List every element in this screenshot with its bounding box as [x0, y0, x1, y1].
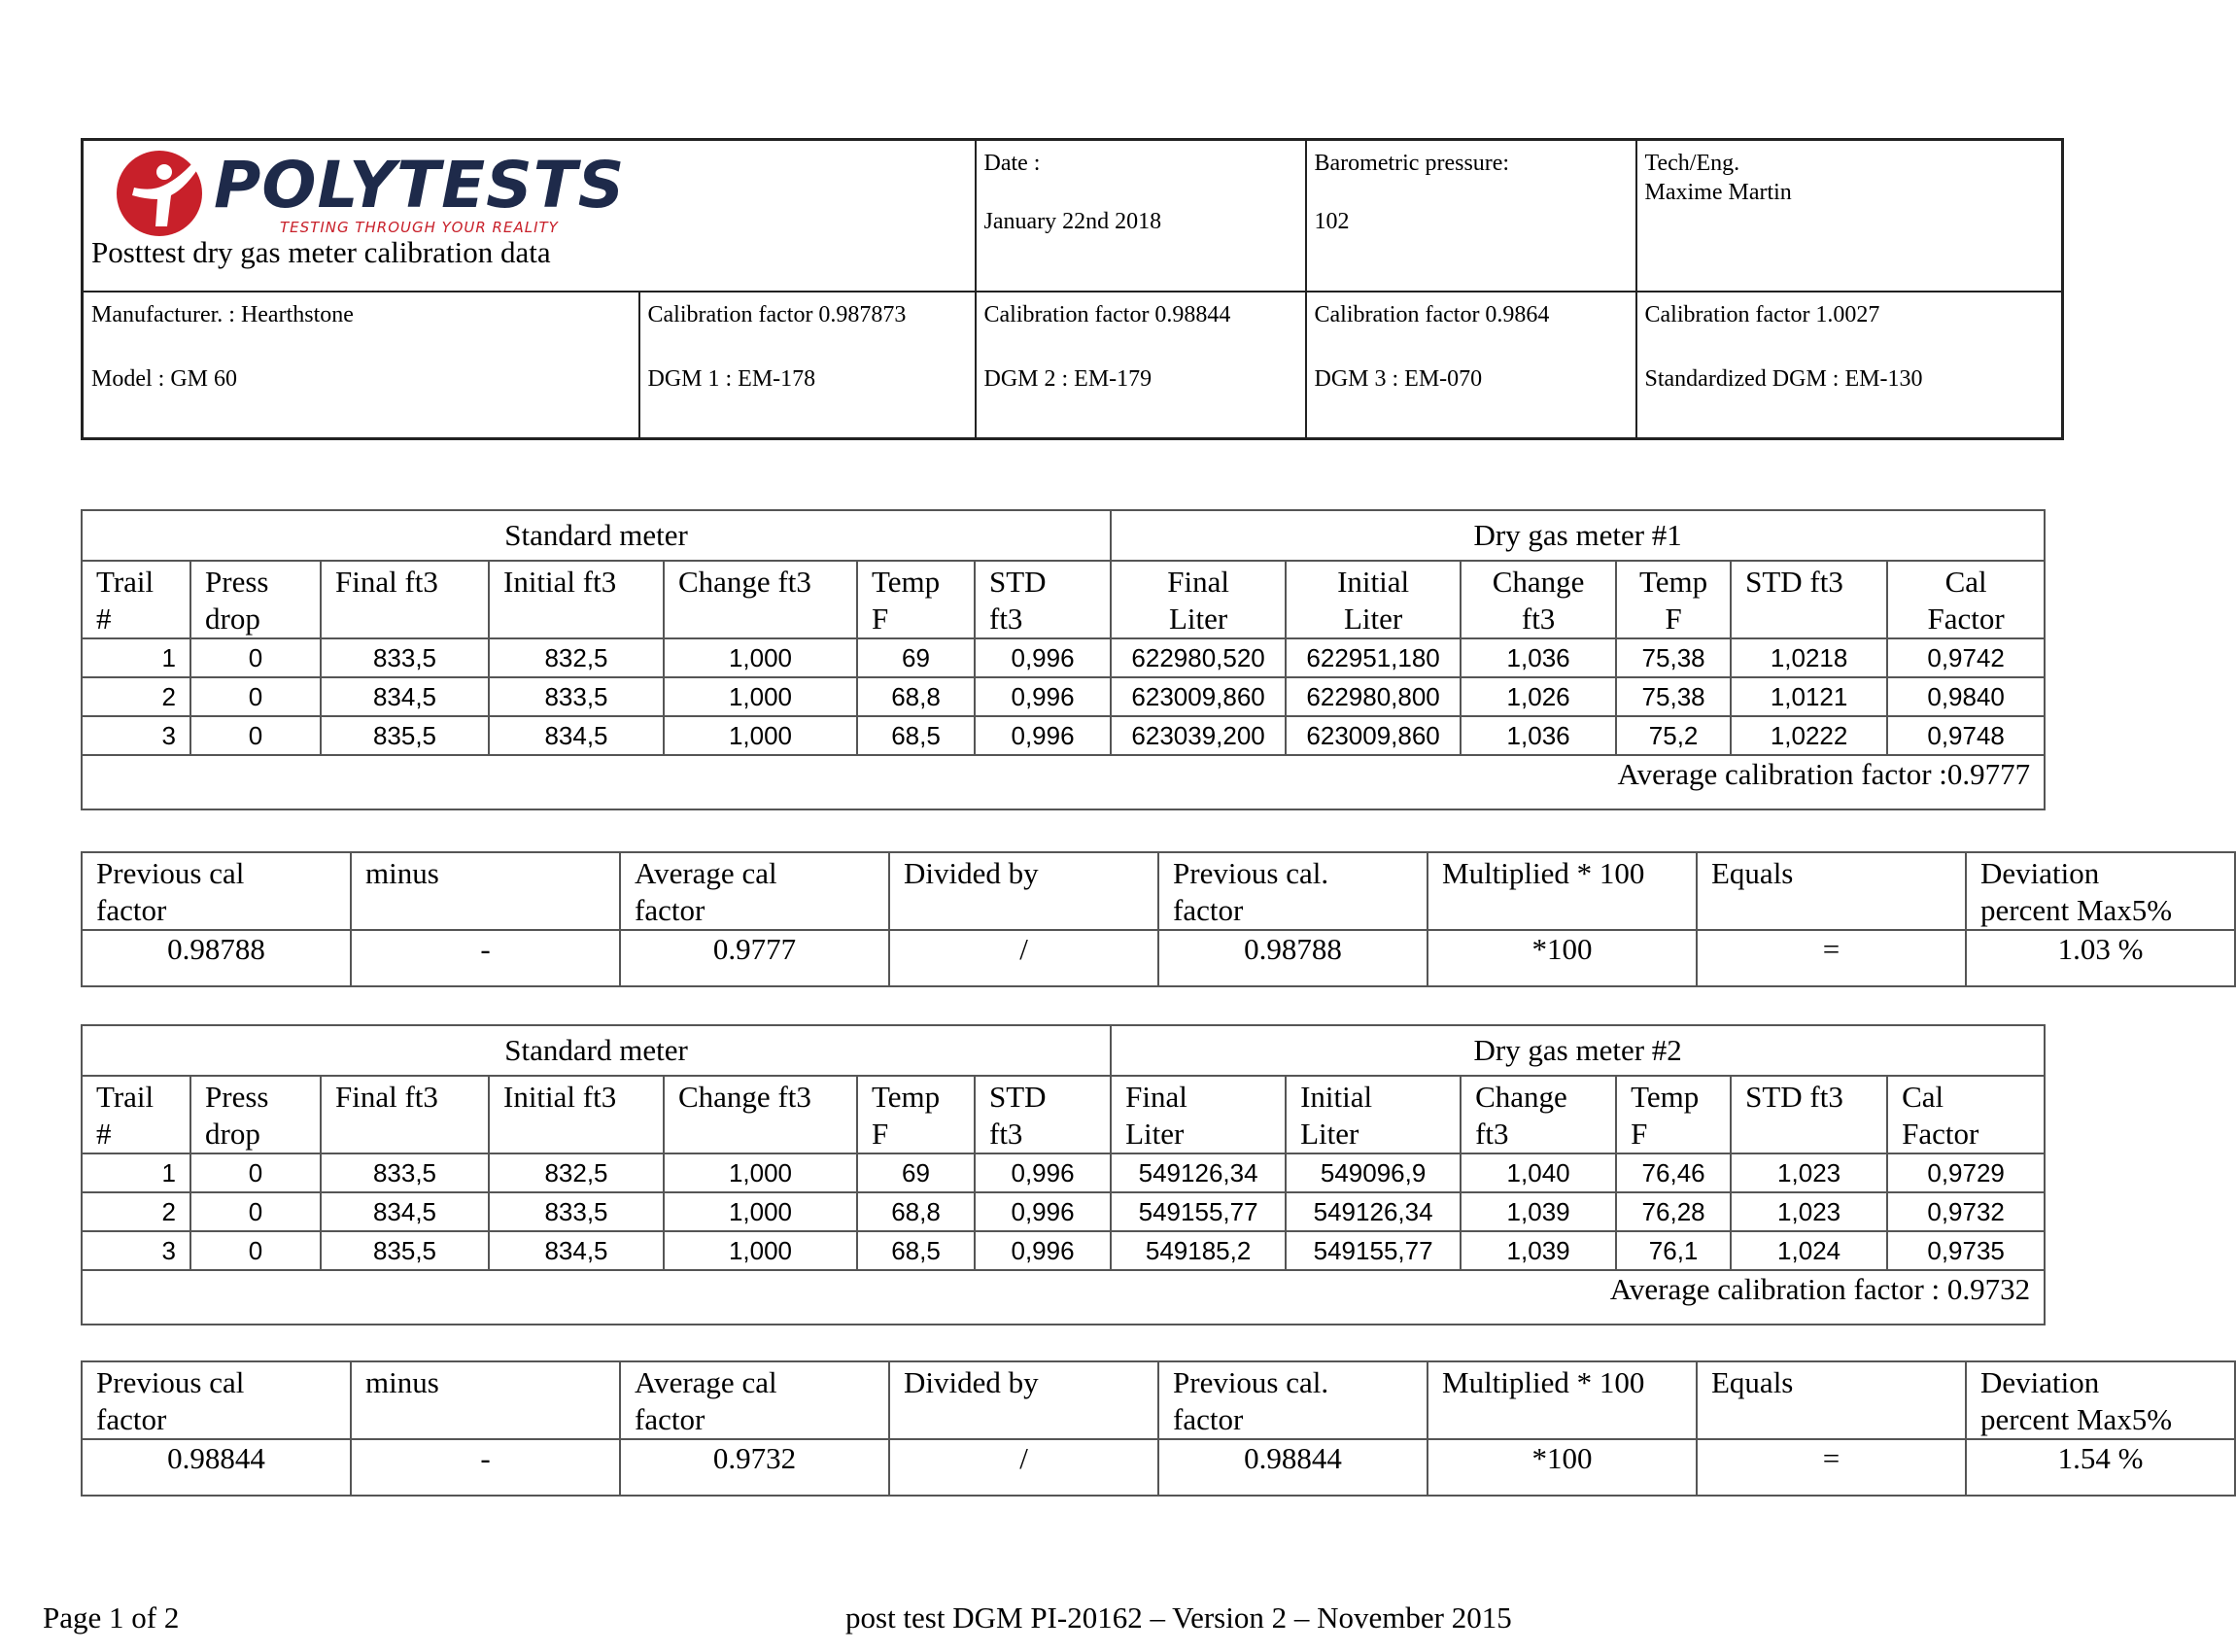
- column-header: Change ft3: [664, 561, 857, 638]
- table-cell: 622980,800: [1286, 677, 1461, 716]
- document-reference: post test DGM PI-20162 – Version 2 – November 2015: [845, 1600, 1512, 1635]
- table-cell: 1: [82, 1153, 190, 1192]
- table-cell: 0: [190, 1231, 321, 1270]
- deviation-value-row: [82, 1439, 2235, 1496]
- barometric-label: Barometric pressure:: [1314, 151, 1510, 176]
- average-calibration-factor: Average calibration factor : 0.9732: [82, 1270, 2045, 1325]
- deviation-label: Multiplied * 100: [1428, 1361, 1697, 1439]
- deviation-label: Multiplied * 100: [1428, 852, 1697, 930]
- deviation-value: -: [351, 1439, 620, 1496]
- table-row: [82, 716, 2045, 755]
- table-cell: 622951,180: [1286, 638, 1461, 677]
- column-header-row: [82, 1076, 2045, 1153]
- table-cell: 0,9735: [1887, 1231, 2045, 1270]
- table-cell: 1,023: [1731, 1153, 1887, 1192]
- table-cell: 834,5: [489, 1231, 664, 1270]
- page-number: Page 1 of 2: [43, 1600, 180, 1635]
- column-header: Final ft3: [321, 1076, 489, 1153]
- table-cell: 2: [82, 677, 190, 716]
- table-cell: 68,5: [857, 716, 975, 755]
- standard-dgm-cell: [1636, 292, 2063, 439]
- deviation-label: Divided by: [889, 852, 1158, 930]
- barometric-cell: [1306, 140, 1636, 292]
- deviation-label: Equals: [1697, 1361, 1966, 1439]
- column-header: Trail #: [82, 561, 190, 638]
- table-cell: 69: [857, 638, 975, 677]
- table-row: [82, 638, 2045, 677]
- table-cell: 1,023: [1731, 1192, 1887, 1231]
- deviation-label: Previous cal. factor: [1158, 852, 1428, 930]
- table-cell: 1,036: [1461, 716, 1616, 755]
- column-header: Trail #: [82, 1076, 190, 1153]
- standard-dgm-id: Standardized DGM : EM-130: [1644, 365, 1923, 392]
- logo-cell: [83, 140, 976, 292]
- deviation-value: /: [889, 1439, 1158, 1496]
- column-header: STD ft3: [975, 1076, 1111, 1153]
- tech-label: Tech/Eng.: [1644, 151, 1740, 176]
- table-cell: 1,039: [1461, 1192, 1616, 1231]
- table-cell: 0,9742: [1887, 638, 2045, 677]
- dgm2-calibration: Calibration factor 0.98844: [983, 301, 1231, 327]
- table-cell: 3: [82, 716, 190, 755]
- dgm1-calibration: Calibration factor 0.987873: [647, 301, 907, 327]
- deviation-value: *100: [1428, 1439, 1697, 1496]
- deviation-value-row: [82, 930, 2235, 986]
- table-cell: 0,996: [975, 1231, 1111, 1270]
- table-cell: 549096,9: [1286, 1153, 1461, 1192]
- manufacturer-text: Manufacturer. : Hearthstone: [91, 301, 354, 327]
- deviation-label: Divided by: [889, 1361, 1158, 1439]
- logo-tagline: TESTING THROUGH YOUR REALITY: [280, 219, 559, 236]
- table-cell: 1,000: [664, 677, 857, 716]
- company-logo: [115, 148, 626, 238]
- deviation-value: *100: [1428, 930, 1697, 986]
- table-row: [82, 1231, 2045, 1270]
- table-cell: 0,9840: [1887, 677, 2045, 716]
- deviation-value: =: [1697, 1439, 1966, 1496]
- calibration-table-dgm2: [81, 1024, 2046, 1325]
- deviation-value: 1.03 %: [1966, 930, 2235, 986]
- table-cell: 2: [82, 1192, 190, 1231]
- deviation-label: minus: [351, 1361, 620, 1439]
- column-header: Final Liter: [1111, 561, 1286, 638]
- deviation-value: =: [1697, 930, 1966, 986]
- column-header: Cal Factor: [1887, 561, 2045, 638]
- column-header: Initial Liter: [1286, 1076, 1461, 1153]
- table-cell: 1,039: [1461, 1231, 1616, 1270]
- table-cell: 3: [82, 1231, 190, 1270]
- date-value: January 22nd 2018: [983, 209, 1162, 234]
- table-cell: 75,2: [1616, 716, 1731, 755]
- tech-cell: [1636, 140, 2063, 292]
- date-cell: [976, 140, 1306, 292]
- table-cell: 835,5: [321, 1231, 489, 1270]
- column-header: Change ft3: [1461, 1076, 1616, 1153]
- deviation-table-dgm1: [81, 851, 2236, 987]
- deviation-label: Average cal factor: [620, 852, 889, 930]
- table-cell: 76,1: [1616, 1231, 1731, 1270]
- table-cell: 1,0218: [1731, 638, 1887, 677]
- table-cell: 549155,77: [1111, 1192, 1286, 1231]
- column-header: Initial Liter: [1286, 561, 1461, 638]
- table-cell: 1,0222: [1731, 716, 1887, 755]
- deviation-value: 0.98844: [1158, 1439, 1428, 1496]
- deviation-label-row: [82, 852, 2235, 930]
- table-row: [82, 1153, 2045, 1192]
- table-cell: 833,5: [489, 677, 664, 716]
- column-header: Press drop: [190, 1076, 321, 1153]
- table-cell: 833,5: [489, 1192, 664, 1231]
- table-cell: 549126,34: [1111, 1153, 1286, 1192]
- column-header: Cal Factor: [1887, 1076, 2045, 1153]
- table-cell: 68,8: [857, 677, 975, 716]
- table-cell: 549185,2: [1111, 1231, 1286, 1270]
- table-cell: 549155,77: [1286, 1231, 1461, 1270]
- table-cell: 0: [190, 1192, 321, 1231]
- table-cell: 0: [190, 1153, 321, 1192]
- column-header: Temp F: [857, 1076, 975, 1153]
- column-header: Change ft3: [1461, 561, 1616, 638]
- table-cell: 68,5: [857, 1231, 975, 1270]
- dgm2-cell: [976, 292, 1306, 439]
- average-calibration-factor: Average calibration factor :0.9777: [82, 755, 2045, 809]
- table-cell: 1,000: [664, 716, 857, 755]
- deviation-label: minus: [351, 852, 620, 930]
- table-cell: 832,5: [489, 1153, 664, 1192]
- column-header: STD ft3: [975, 561, 1111, 638]
- table-cell: 0,996: [975, 638, 1111, 677]
- table-cell: 833,5: [321, 1153, 489, 1192]
- table-cell: 1,026: [1461, 677, 1616, 716]
- table-cell: 0,9729: [1887, 1153, 2045, 1192]
- table-cell: 1,000: [664, 638, 857, 677]
- header-table: [81, 138, 2064, 440]
- table-cell: 1,040: [1461, 1153, 1616, 1192]
- column-header: STD ft3: [1731, 1076, 1887, 1153]
- column-header: Final Liter: [1111, 1076, 1286, 1153]
- table-row: [82, 677, 2045, 716]
- table-cell: 1: [82, 638, 190, 677]
- column-header: STD ft3: [1731, 561, 1887, 638]
- dgm3-id: DGM 3 : EM-070: [1314, 365, 1483, 392]
- table-cell: 833,5: [321, 638, 489, 677]
- table-cell: 75,38: [1616, 677, 1731, 716]
- dgm3-cell: [1306, 292, 1636, 439]
- date-label: Date :: [983, 151, 1041, 176]
- table-cell: 1,000: [664, 1153, 857, 1192]
- table-cell: 0: [190, 716, 321, 755]
- table-cell: 69: [857, 1153, 975, 1192]
- model-text: Model : GM 60: [91, 365, 237, 392]
- dgm1-id: DGM 1 : EM-178: [647, 365, 816, 392]
- table-cell: 0,9732: [1887, 1192, 2045, 1231]
- column-header: Initial ft3: [489, 1076, 664, 1153]
- table-cell: 623039,200: [1111, 716, 1286, 755]
- table-cell: 1,024: [1731, 1231, 1887, 1270]
- deviation-value: 1.54 %: [1966, 1439, 2235, 1496]
- standard-meter-heading: Standard meter: [82, 1025, 1111, 1076]
- column-header: Temp F: [1616, 1076, 1731, 1153]
- standard-dgm-calibration: Calibration factor 1.0027: [1644, 301, 1880, 327]
- tech-value: Maxime Martin: [1644, 180, 1792, 205]
- dgm2-id: DGM 2 : EM-179: [983, 365, 1152, 392]
- dry-gas-meter-heading: Dry gas meter #1: [1111, 510, 2045, 561]
- barometric-value: 102: [1314, 209, 1350, 234]
- table-cell: 1,000: [664, 1192, 857, 1231]
- dry-gas-meter-heading: Dry gas meter #2: [1111, 1025, 2045, 1076]
- table-cell: 1,036: [1461, 638, 1616, 677]
- deviation-value: 0.9777: [620, 930, 889, 986]
- table-cell: 622980,520: [1111, 638, 1286, 677]
- table-cell: 75,38: [1616, 638, 1731, 677]
- column-header: Temp F: [857, 561, 975, 638]
- table-cell: 0,996: [975, 677, 1111, 716]
- deviation-table-dgm2: [81, 1360, 2236, 1497]
- table-cell: 76,28: [1616, 1192, 1731, 1231]
- table-cell: 832,5: [489, 638, 664, 677]
- column-header-row: [82, 561, 2045, 638]
- table-cell: 0,996: [975, 1153, 1111, 1192]
- column-header: Final ft3: [321, 561, 489, 638]
- table-cell: 1,000: [664, 1231, 857, 1270]
- deviation-value: 0.98788: [1158, 930, 1428, 986]
- column-header: Temp F: [1616, 561, 1731, 638]
- column-header: Change ft3: [664, 1076, 857, 1153]
- deviation-value: 0.98844: [82, 1439, 351, 1496]
- table-cell: 76,46: [1616, 1153, 1731, 1192]
- standard-meter-heading: Standard meter: [82, 510, 1111, 561]
- table-cell: 0,996: [975, 1192, 1111, 1231]
- document-title: Posttest dry gas meter calibration data: [91, 235, 551, 269]
- table-cell: 623009,860: [1111, 677, 1286, 716]
- calibration-table-dgm1: [81, 509, 2046, 810]
- deviation-label: Average cal factor: [620, 1361, 889, 1439]
- deviation-value: /: [889, 930, 1158, 986]
- deviation-label-row: [82, 1361, 2235, 1439]
- deviation-label: Previous cal factor: [82, 852, 351, 930]
- dgm1-cell: [639, 292, 976, 439]
- column-header: Press drop: [190, 561, 321, 638]
- deviation-label: Equals: [1697, 852, 1966, 930]
- table-cell: 834,5: [489, 716, 664, 755]
- table-cell: 0: [190, 638, 321, 677]
- table-cell: 0,996: [975, 716, 1111, 755]
- column-header: Initial ft3: [489, 561, 664, 638]
- table-cell: 0: [190, 677, 321, 716]
- table-cell: 834,5: [321, 1192, 489, 1231]
- table-cell: 549126,34: [1286, 1192, 1461, 1231]
- table-cell: 623009,860: [1286, 716, 1461, 755]
- table-cell: 0,9748: [1887, 716, 2045, 755]
- deviation-value: 0.98788: [82, 930, 351, 986]
- table-cell: 835,5: [321, 716, 489, 755]
- deviation-value: 0.9732: [620, 1439, 889, 1496]
- polytests-logo-icon: [115, 149, 208, 238]
- dgm3-calibration: Calibration factor 0.9864: [1314, 301, 1550, 327]
- table-cell: 68,8: [857, 1192, 975, 1231]
- table-cell: 1,0121: [1731, 677, 1887, 716]
- deviation-label: Previous cal. factor: [1158, 1361, 1428, 1439]
- deviation-value: -: [351, 930, 620, 986]
- table-cell: 834,5: [321, 677, 489, 716]
- deviation-label: Deviation percent Max5%: [1966, 1361, 2235, 1439]
- deviation-label: Previous cal factor: [82, 1361, 351, 1439]
- logo-wordmark: POLYTESTS: [214, 148, 626, 223]
- table-row: [82, 1192, 2045, 1231]
- manufacturer-cell: [83, 292, 639, 439]
- deviation-label: Deviation percent Max5%: [1966, 852, 2235, 930]
